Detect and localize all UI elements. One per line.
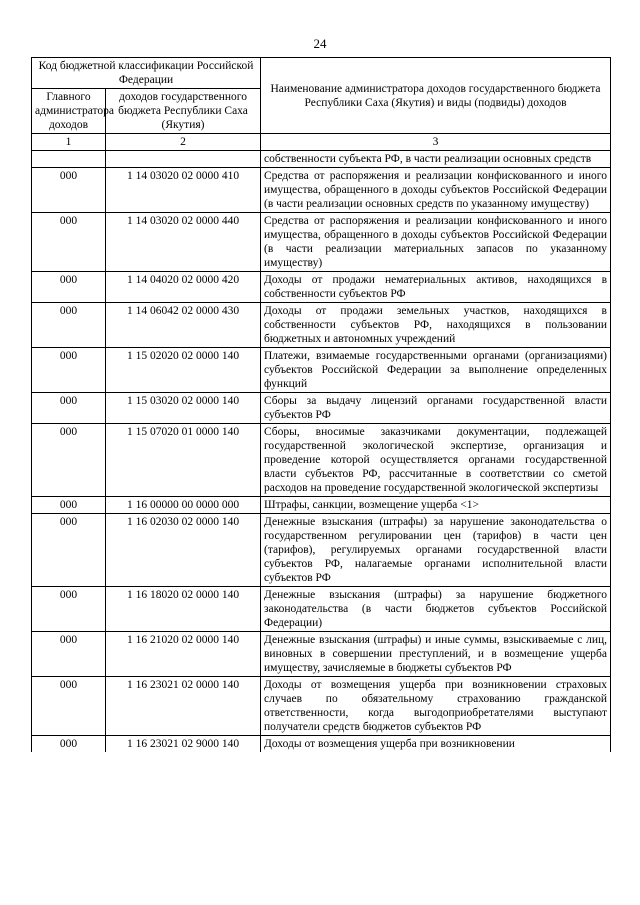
revenue-name: Денежные взыскания (штрафы) и иные суммы, взыскиваемые с лиц, виновных в совершении преступлений, и в возмещение ущерба имуществу, зачисляемые в бюджеты субъектов РФ bbox=[261, 632, 611, 677]
budget-code: 1 14 04020 02 0000 420 bbox=[106, 272, 261, 303]
table-row bbox=[32, 393, 611, 424]
admin-code: 000 bbox=[32, 632, 106, 677]
num-2: 2 bbox=[106, 134, 261, 151]
table-row bbox=[32, 632, 611, 677]
admin-code: 000 bbox=[32, 213, 106, 272]
admin-code: 000 bbox=[32, 587, 106, 632]
admin-code bbox=[32, 151, 106, 168]
revenue-name: Сборы, вносимые заказчиками документации, подлежащей государственной экологической экспертизе, организация и проведение которой осуществляется органами государственной власти субъектов РФ, рассчитанные в соответствии со сметой расходов на проведение государственной экологической экспертизы bbox=[261, 424, 611, 497]
budget-code bbox=[106, 151, 261, 168]
table-row bbox=[32, 272, 611, 303]
budget-code: 1 14 03020 02 0000 440 bbox=[106, 213, 261, 272]
header-col2: доходов государственного бюджета Республики Саха (Якутия) bbox=[106, 89, 261, 134]
budget-code: 1 16 21020 02 0000 140 bbox=[106, 632, 261, 677]
revenue-name: Доходы от возмещения ущерба при возникновении страховых случаев по обязательному страхованию гражданской ответственности, когда выгодоприобретателями выступают получатели средств бюджетов субъектов РФ bbox=[261, 677, 611, 736]
budget-code: 1 15 07020 01 0000 140 bbox=[106, 424, 261, 497]
budget-code: 1 16 00000 00 0000 000 bbox=[106, 497, 261, 514]
header-row bbox=[32, 58, 611, 89]
admin-code: 000 bbox=[32, 736, 106, 753]
num-1: 1 bbox=[32, 134, 106, 151]
admin-code: 000 bbox=[32, 272, 106, 303]
budget-code: 1 16 02030 02 0000 140 bbox=[106, 514, 261, 587]
revenue-name: Доходы от продажи земельных участков, находящихся в собственности субъектов РФ, находящихся в пользовании бюджетных и автономных учреждений bbox=[261, 303, 611, 348]
revenue-name: Средства от распоряжения и реализации конфискованного и иного имущества, обращенного в доходы субъектов Российской Федерации (в части реализации основных средств по указанному имуществу) bbox=[261, 168, 611, 213]
table-row bbox=[32, 677, 611, 736]
admin-code: 000 bbox=[32, 393, 106, 424]
revenue-name: Штрафы, санкции, возмещение ущерба <1> bbox=[261, 497, 611, 514]
admin-code: 000 bbox=[32, 348, 106, 393]
num-3: 3 bbox=[261, 134, 611, 151]
admin-code: 000 bbox=[32, 514, 106, 587]
admin-code: 000 bbox=[32, 677, 106, 736]
budget-code: 1 16 18020 02 0000 140 bbox=[106, 587, 261, 632]
table-row bbox=[32, 213, 611, 272]
admin-code: 000 bbox=[32, 424, 106, 497]
revenue-table bbox=[31, 57, 611, 752]
revenue-name: Денежные взыскания (штрафы) за нарушение законодательства о государственном регулировании цен (тарифов) в части цен (тарифов), регулируемых органами государственной власти субъектов РФ, налагаемые органами исполнительной власти субъектов РФ bbox=[261, 514, 611, 587]
header-group: Код бюджетной классификации Российской Федерации bbox=[32, 58, 261, 89]
revenue-name: Доходы от продажи нематериальных активов, находящихся в собственности субъектов РФ bbox=[261, 272, 611, 303]
table-row bbox=[32, 168, 611, 213]
admin-code: 000 bbox=[32, 168, 106, 213]
revenue-name: Доходы от возмещения ущерба при возникновении bbox=[261, 736, 611, 753]
budget-code: 1 15 03020 02 0000 140 bbox=[106, 393, 261, 424]
table-row bbox=[32, 303, 611, 348]
budget-code: 1 16 23021 02 0000 140 bbox=[106, 677, 261, 736]
admin-code: 000 bbox=[32, 303, 106, 348]
numbering-row bbox=[32, 134, 611, 151]
budget-code: 1 16 23021 02 9000 140 bbox=[106, 736, 261, 753]
budget-code: 1 14 06042 02 0000 430 bbox=[106, 303, 261, 348]
revenue-name: Сборы за выдачу лицензий органами государственной власти субъектов РФ bbox=[261, 393, 611, 424]
header-col3: Наименование администратора доходов государственного бюджета Республики Саха (Якутия) и виды (подвиды) доходов bbox=[261, 58, 611, 134]
revenue-name: Платежи, взимаемые государственными органами (организациями) субъектов Российской Федерации за выполнение определенных функций bbox=[261, 348, 611, 393]
table-row bbox=[32, 424, 611, 497]
revenue-name: Денежные взыскания (штрафы) за нарушение бюджетного законодательства (в части бюджетов субъектов Российской Федерации) bbox=[261, 587, 611, 632]
table-row bbox=[32, 587, 611, 632]
revenue-name: собственности субъекта РФ, в части реализации основных средств bbox=[261, 151, 611, 168]
budget-code: 1 15 02020 02 0000 140 bbox=[106, 348, 261, 393]
table-row bbox=[32, 736, 611, 753]
table-row bbox=[32, 514, 611, 587]
header-col1: Главного администратора доходов bbox=[32, 89, 106, 134]
page-number: 24 bbox=[313, 36, 327, 51]
table-row bbox=[32, 151, 611, 168]
budget-code: 1 14 03020 02 0000 410 bbox=[106, 168, 261, 213]
table-row bbox=[32, 497, 611, 514]
table-row bbox=[32, 348, 611, 393]
admin-code: 000 bbox=[32, 497, 106, 514]
revenue-name: Средства от распоряжения и реализации конфискованного и иного имущества, обращенного в доходы субъектов Российской Федерации (в части реализации материальных запасов по указанному имуществу) bbox=[261, 213, 611, 272]
